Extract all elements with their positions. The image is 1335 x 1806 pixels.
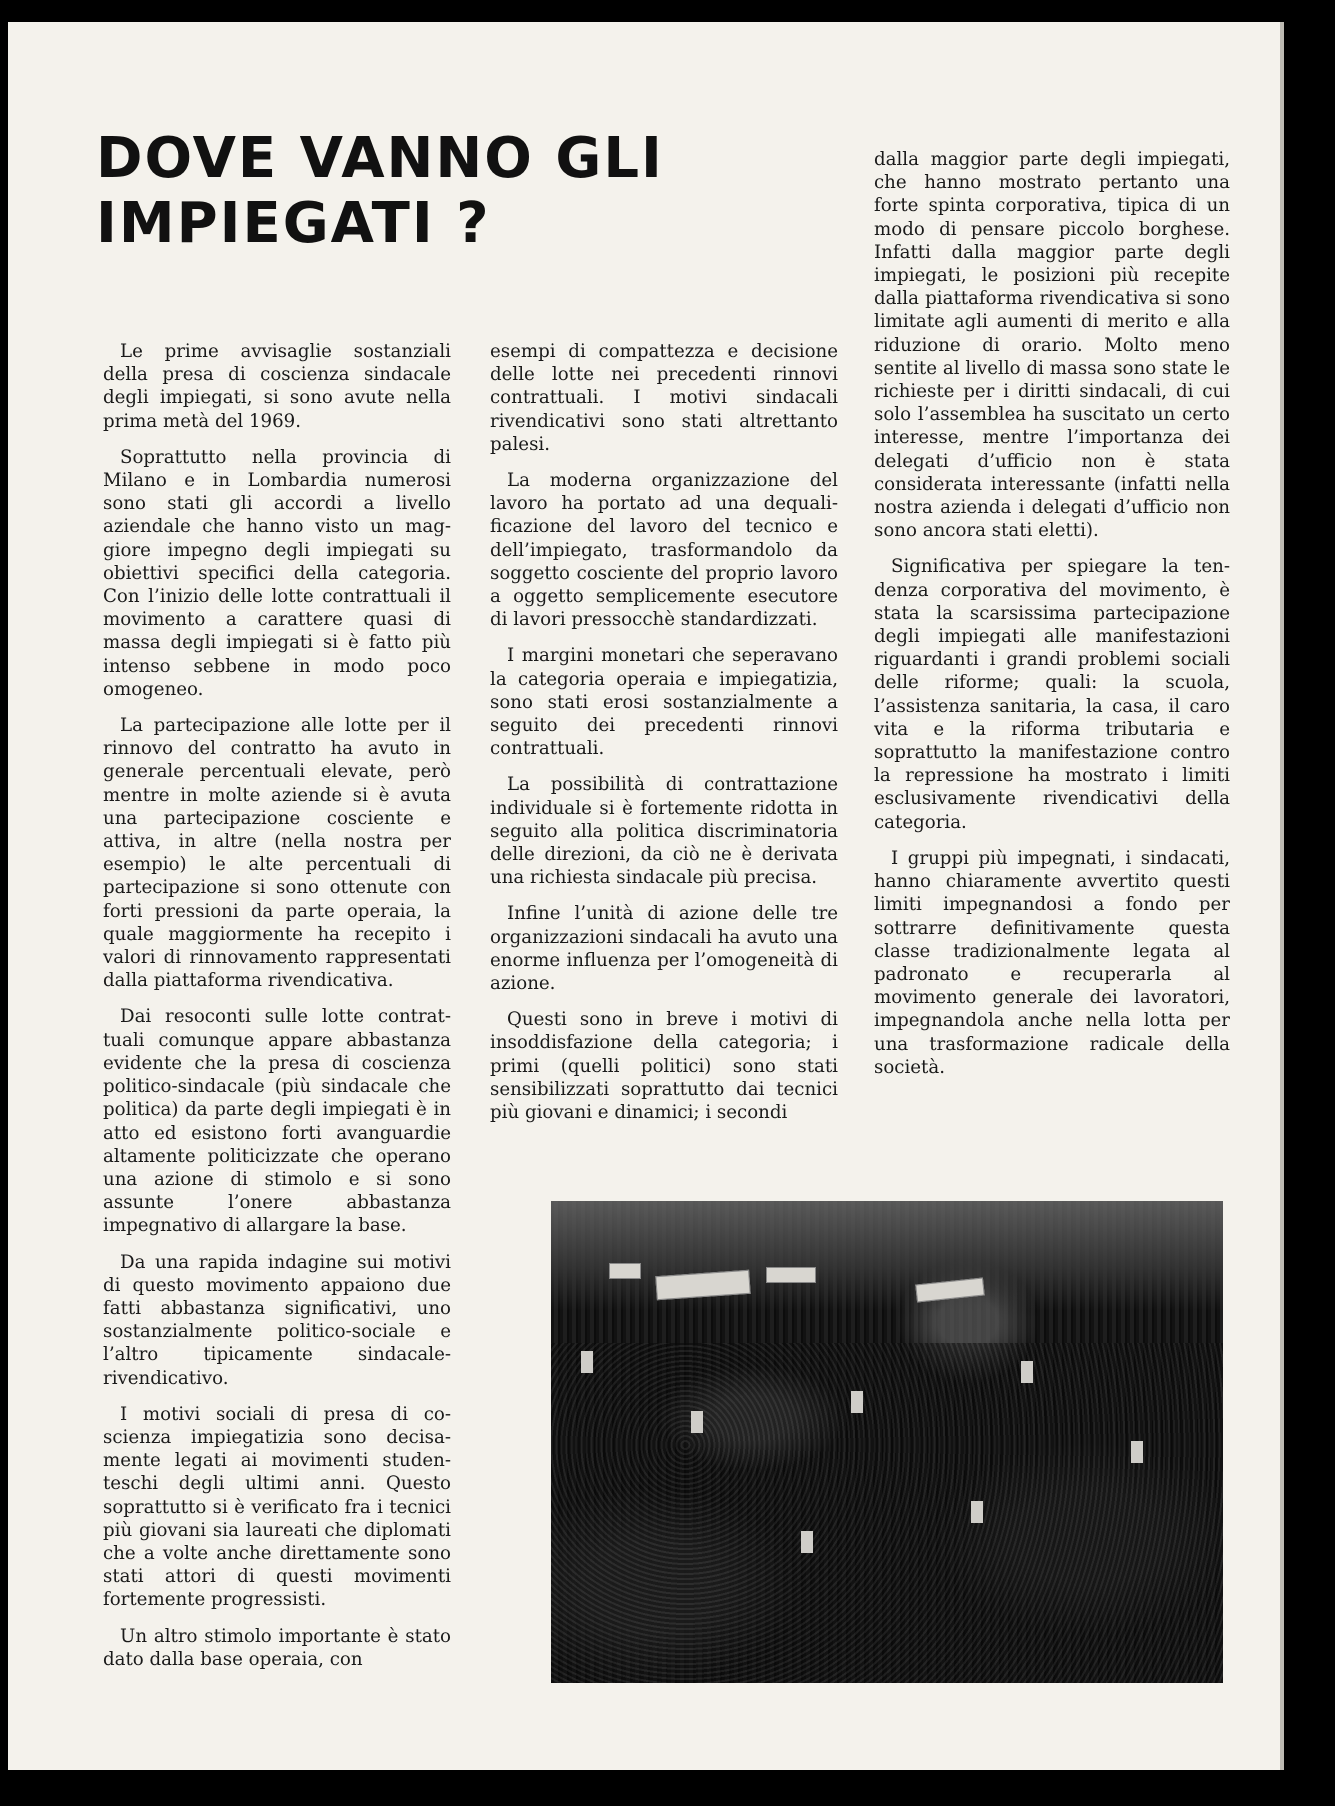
- paragraph: La partecipazione alle lotte per il rinnovo del contratto ha avuto in generale percentuali elevate, però mentre in molte aziende si è avuta una partecipazione cosciente e attiva, in altre (nella nostra per esempio) le alte percentuali di partecipazione si sono ottenute con forti pressioni da parte operaia, la quale maggiormente ha recepito i valori di rinnovamento rappresentati dalla piattaforma rivendicativa.: [103, 715, 451, 992]
- paragraph: Soprattutto nella provincia di Milano e in Lombardia numerosi sono stati gli accordi a livello aziendale che hanno visto un maggiore impegno degli impiegati su obiettivi specifici della categoria. Con l’inizio delle lotte contrattuali il movimento a carattere quasi di massa degli impiegati si è fatto più intenso sebbene in modo poco omogeneo.: [103, 446, 451, 700]
- paragraph-continued: dalla maggior parte degli impiegati, che hanno mostrato pertanto una forte spinta corporativa, tipica di un modo di pensare piccolo borghese. Infatti dalla maggior parte degli impiegati, le posizioni più recepite dalla piattaforma rivendicativa si sono limitate agli aumenti di merito e alla riduzione di orario. Molto meno sentite al livello di massa sono state le richieste per i diritti sindacali, di cui solo l’assemblea ha suscitato un certo interesse, mentre l’importanza dei delegati d’ufficio non è stata considerata interessante (infatti nella nostra azienda i delegati d’ufficio non sono ancora stati eletti).: [874, 149, 1230, 542]
- paragraph: Dai resoconti sulle lotte contrattuali comunque appare abbastanza evidente che la presa di coscienza politico-sindacale (più sindacale che politica) da parte degli impiegati è in atto ed esistono forti avanguardie altamente politicizzate che operano una azione di stimolo e si sono assunte l’onere abbastanza impegnativo di allargare la base.: [103, 1006, 451, 1237]
- paragraph: I motivi sociali di presa di coscienza impiegatizia sono decisamente legati ai movimenti studenteschi degli ultimi anni. Questo soprattutto si è verificato fra i tecnici più giovani sia laureati che diplomati che a volte anche direttamente sono stati attori di questi movimenti fortemente progressisti.: [103, 1403, 451, 1611]
- paragraph: Questi sono in breve i motivi di insoddisfazione della categoria; i primi (quelli politici) sono stati sensibilizzati soprattutto dai tecnici più giovani e dinamici; i secondi: [490, 1009, 838, 1124]
- paragraph: Significativa per spiegare la tendenza corporativa del movimento, è stata la scarsissima partecipazione degli impiegati alle manifestazioni riguardanti i grandi problemi sociali delle riforme; quali: la scuola, l’assistenza sanitaria, la casa, il caro vita e la riforma tributaria e soprattutto la manifestazione contro la repressione ha mostrato i limiti esclusivamente rivendicativi della categoria.: [874, 556, 1230, 833]
- photo-flag: [971, 1501, 983, 1523]
- photo-banner: [766, 1267, 816, 1283]
- paragraph: La moderna organizzazione del lavoro ha portato ad una dequalificazione del lavoro del tecnico e dell’impiegato, trasformandolo da soggetto cosciente del proprio lavoro a oggetto semplicemente esecutore di lavori pressocchè standardizzati.: [490, 470, 838, 631]
- paragraph: Infine l’unità di azione delle tre organizzazioni sindacali ha avuto una enorme influenza per l’omogeneità di azione.: [490, 903, 838, 995]
- photo-flag: [1021, 1361, 1033, 1383]
- photo-flag: [801, 1531, 813, 1553]
- photo-banner: [609, 1263, 641, 1279]
- paragraph: I margini monetari che seperavano la categoria operaia e impiegatizia, sono stati erosi sostanzialmente a seguito dei precedenti rinnovi contrattuali.: [490, 645, 838, 760]
- photo-flag: [581, 1351, 593, 1373]
- photo-flag: [1131, 1441, 1143, 1463]
- photo-crowd: [551, 1343, 1223, 1683]
- photo-flag: [851, 1391, 863, 1413]
- document-page: [8, 22, 1280, 1770]
- text-column-2: [490, 340, 838, 1137]
- paragraph: La possibilità di contrattazione individuale si è fortemente ridotta in seguito alla politica discriminatoria delle direzioni, da ciò ne è derivata una richiesta sindacale più precisa.: [490, 774, 838, 889]
- text-column-1: [103, 340, 451, 1684]
- article-title: [96, 126, 664, 256]
- paragraph-continued: esempi di compattezza e decisione delle lotte nei precedenti rinnovi contrattuali. I motivi sindacali rivendicativi sono stati altrettanto palesi.: [490, 341, 838, 455]
- paragraph: I gruppi più impegnati, i sindacati, hanno chiaramente avvertito questi limiti impegnandosi a fondo per sottrarre definitivamente questa classe tradizionalmente legata al padronato e recuperarla al movimento generale dei lavoratori, impegnandola anche nella lotta per una trasformazione radicale della società.: [874, 847, 1230, 1078]
- photo-flag: [691, 1411, 703, 1433]
- text-column-3: [874, 148, 1230, 1092]
- title-line-1: DOVE VANNO GLI: [96, 126, 664, 191]
- title-line-2: IMPIEGATI ?: [96, 191, 491, 256]
- paragraph: Un altro stimolo importante è stato dato dalla base operaia, con: [103, 1625, 451, 1670]
- crowd-demonstration-photo: [551, 1201, 1223, 1683]
- photo-sky: [551, 1201, 1223, 1311]
- paragraph: Le prime avvisaglie sostanziali della presa di coscienza sindacale degli impiegati, si sono avute nella prima metà del 1969.: [103, 341, 451, 432]
- page-edge: [1280, 22, 1284, 1770]
- paragraph: Da una rapida indagine sui motivi di questo movimento appaiono due fatti abbastanza significativi, uno sostanzialmente politico-sociale e l’altro tipicamente sindacale-rivendicativo.: [103, 1251, 451, 1389]
